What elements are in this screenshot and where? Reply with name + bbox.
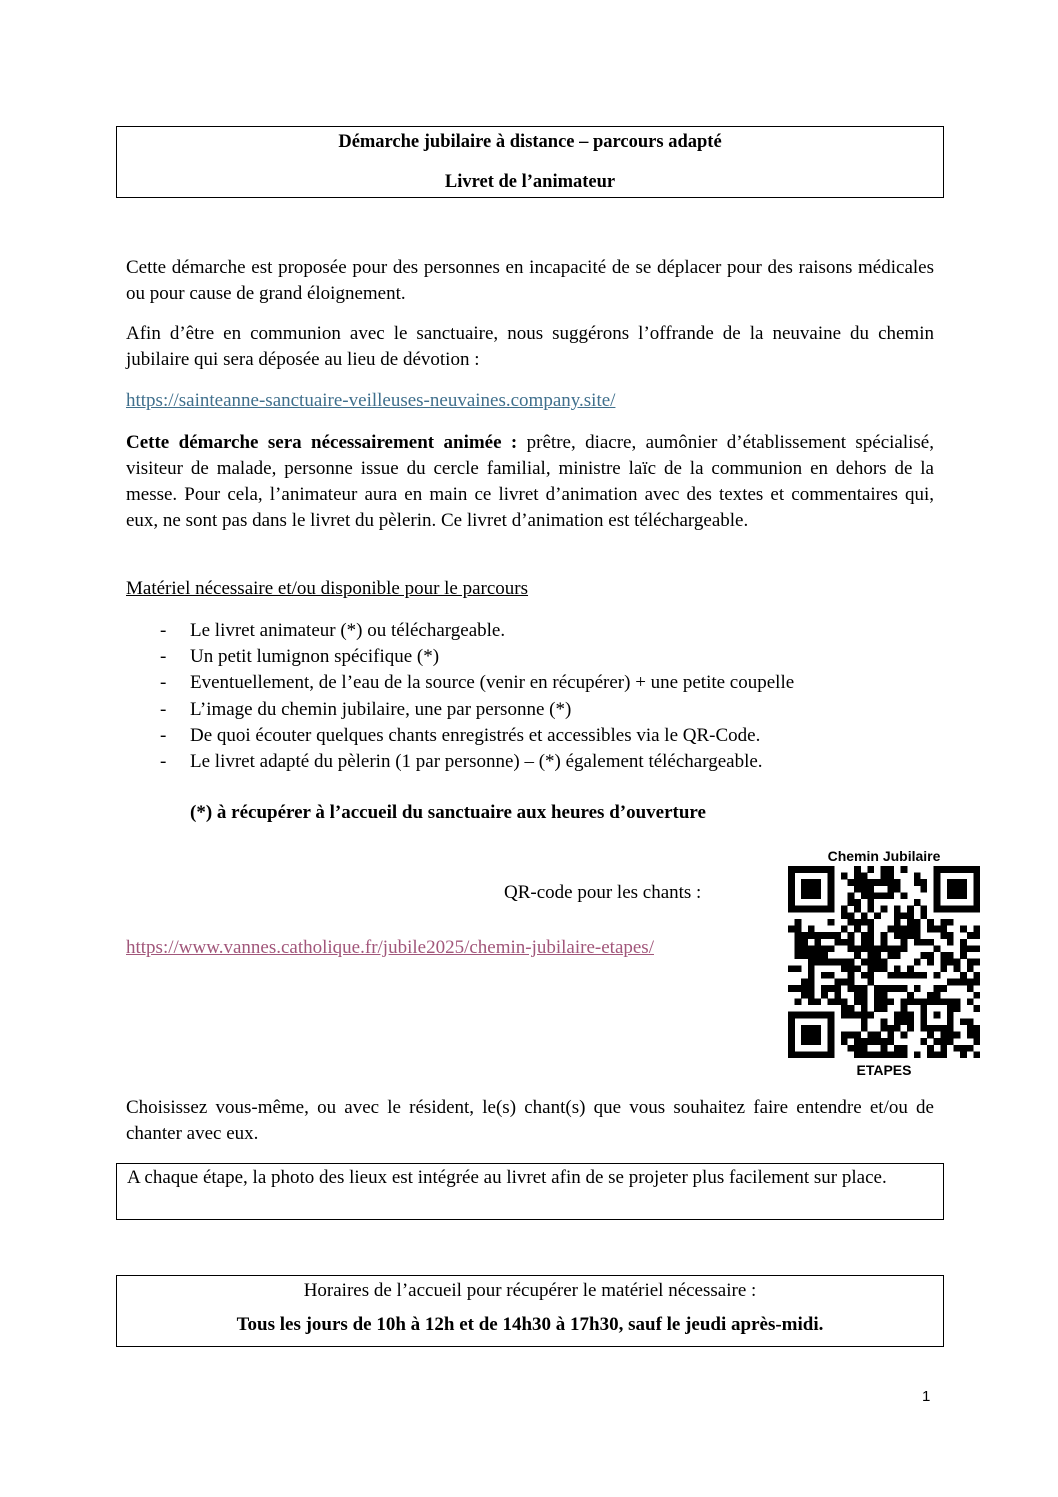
qr-label: QR-code pour les chants : [504,882,702,903]
photo-note: A chaque étape, la photo des lieux est intégrée au livret afin de se projeter plus facilement sur place. [127,1167,887,1188]
list-item: - Un petit lumignon spécifique (*) [160,644,794,670]
title-box [116,126,944,198]
list-item: - Le livret adapté du pèlerin (1 par personne) – (*) également téléchargeable. [160,749,794,775]
materials-heading: Matériel nécessaire et/ou disponible pour le parcours [126,578,529,599]
choose-paragraph: Choisissez vous-même, ou avec le résident, le(s) chant(s) que vous souhaitez faire entendre et/ou de chanter avec eux. [126,1097,934,1144]
chants-link[interactable]: https://www.vannes.catholique.fr/jubile2025/chemin-jubilaire-etapes/ [126,937,654,958]
chants-link-line [126,935,766,961]
list-item: - L’image du chemin jubilaire, une par personne (*) [160,697,794,723]
document-title: Démarche jubilaire à distance – parcours adapté [338,132,722,152]
hours-box [116,1275,944,1347]
qr-bottom-caption: ETAPES [856,1062,912,1078]
intro-paragraph-1: Cette démarche est proposée pour des personnes en incapacité de se déplacer pour des raisons médicales ou pour cause de grand éloignement. [126,257,934,304]
neuvaine-link-line [126,388,934,414]
list-item: - Eventuellement, de l’eau de la source (venir en récupérer) + une petite coupelle [160,670,794,696]
animation-required-text: prêtre, diacre, aumônier d’établissement spécialisé, visiteur de malade, personne issue du cercle familial, ministre laïc de la communion en dehors de la messe. Pour cela, l’animateur aura en main ce livret d’animation avec des textes et commentaires qui, eux, ne sont pas dans le livret du pèlerin. Ce livret d’animation est téléchargeable. [126,432,934,531]
page-number: 1 [922,1388,931,1405]
list-item: - De quoi écouter quelques chants enregistrés et accessibles via le QR-Code. [160,723,794,749]
hours-value: Tous les jours de 10h à 12h et de 14h30 à 17h30, sauf le jeudi après-midi. [236,1314,824,1335]
materials-list [160,618,794,775]
document-subtitle: Livret de l’animateur [444,172,616,192]
qr-top-caption: Chemin Jubilaire [827,848,941,864]
qr-code-icon [788,866,980,1058]
animation-required-label: Cette démarche sera nécessairement animée : [126,432,518,453]
photo-note-box [116,1163,944,1220]
neuvaine-link[interactable]: https://sainteanne-sanctuaire-veilleuses-neuvaines.company.site/ [126,390,616,411]
pickup-note: (*) à récupérer à l’accueil du sanctuaire aux heures d’ouverture [190,802,706,823]
hours-label: Horaires de l’accueil pour récupérer le matériel nécessaire : [303,1280,757,1301]
materials-heading-line [126,576,934,602]
list-item: - Le livret animateur (*) ou téléchargeable. [160,618,794,644]
intro-paragraph-2: Afin d’être en communion avec le sanctuaire, nous suggérons l’offrande de la neuvaine du chemin jubilaire qui sera déposée au lieu de dévotion : [126,323,934,370]
intro-paragraph-3 [126,430,934,534]
qr-code-block[interactable] [782,846,986,1084]
